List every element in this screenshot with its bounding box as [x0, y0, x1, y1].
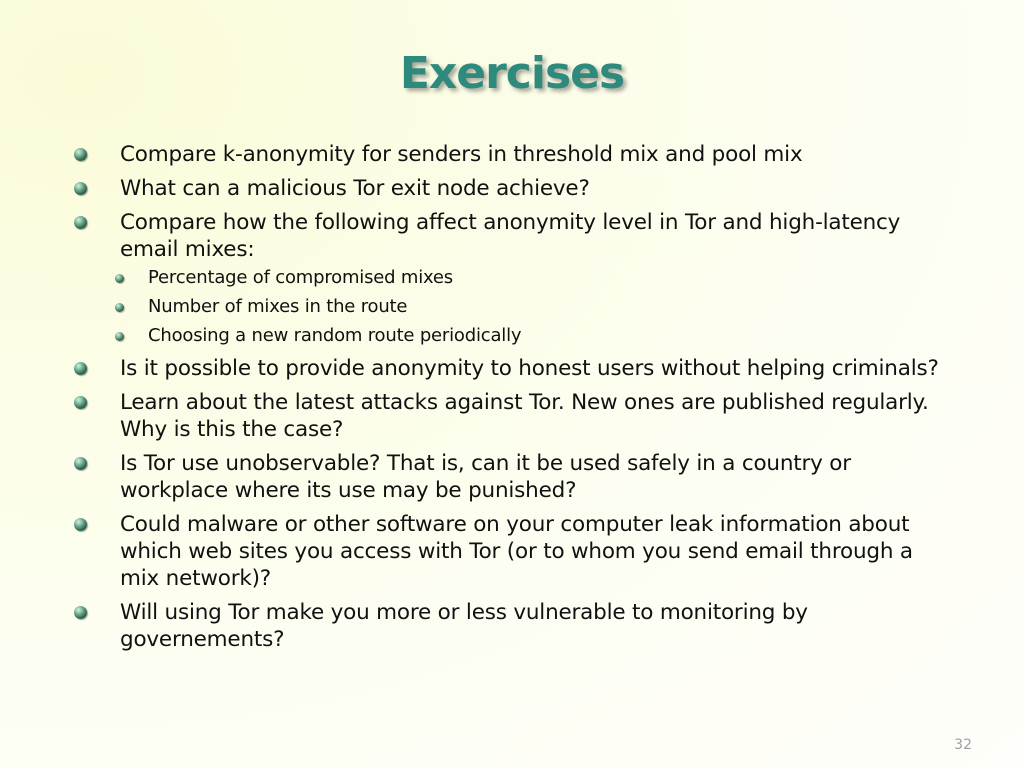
bullet-item: [72, 209, 952, 348]
sub-bullet-text: Number of mixes in the route: [148, 296, 408, 317]
sphere-bullet-icon: [74, 518, 87, 531]
sphere-bullet-icon: [115, 303, 124, 312]
sphere-bullet-icon: [115, 332, 124, 341]
bullet-text: Compare k-anonymity for senders in threshold mix and pool mix: [120, 142, 803, 167]
sphere-bullet-icon: [74, 396, 87, 409]
sphere-bullet-icon: [74, 148, 87, 161]
sub-bullet-list: [120, 265, 952, 348]
sub-bullet-text: Choosing a new random route periodically: [148, 325, 522, 346]
bullet-item: [72, 511, 952, 592]
bullet-text: Is it possible to provide anonymity to honest users without helping criminals?: [120, 356, 939, 381]
bullet-list: [72, 141, 952, 660]
bullet-item: [72, 141, 952, 168]
sphere-bullet-icon: [74, 182, 87, 195]
bullet-text: Learn about the latest attacks against Tor. New ones are published regularly. Why is this the case?: [120, 390, 929, 442]
sphere-bullet-icon: [74, 457, 87, 470]
sub-bullet-text: Percentage of compromised mixes: [148, 267, 453, 288]
page-number: 32: [954, 737, 972, 753]
bullet-item: [72, 175, 952, 202]
sphere-bullet-icon: [74, 606, 87, 619]
sub-bullet-item: [112, 265, 952, 290]
bullet-item: [72, 389, 952, 443]
sub-bullet-item: [112, 294, 952, 319]
sphere-bullet-icon: [115, 274, 124, 283]
bullet-item: [72, 355, 952, 382]
bullet-text: Compare how the following affect anonymity level in Tor and high-latency email mixes:: [120, 210, 901, 262]
bullet-text: Will using Tor make you more or less vulnerable to monitoring by governements?: [120, 600, 808, 652]
sphere-bullet-icon: [74, 216, 87, 229]
sphere-bullet-icon: [74, 362, 87, 375]
bullet-text: Is Tor use unobservable? That is, can it be used safely in a country or workplace where its use may be punished?: [120, 451, 851, 503]
sub-bullet-item: [112, 323, 952, 348]
bullet-text: What can a malicious Tor exit node achieve?: [120, 176, 590, 201]
bullet-item: [72, 450, 952, 504]
slide-title: Exercises: [399, 48, 625, 99]
bullet-item: [72, 599, 952, 653]
bullet-text: Could malware or other software on your computer leak information about which web sites you access with Tor (or to whom you send email through a mix network)?: [120, 512, 913, 591]
